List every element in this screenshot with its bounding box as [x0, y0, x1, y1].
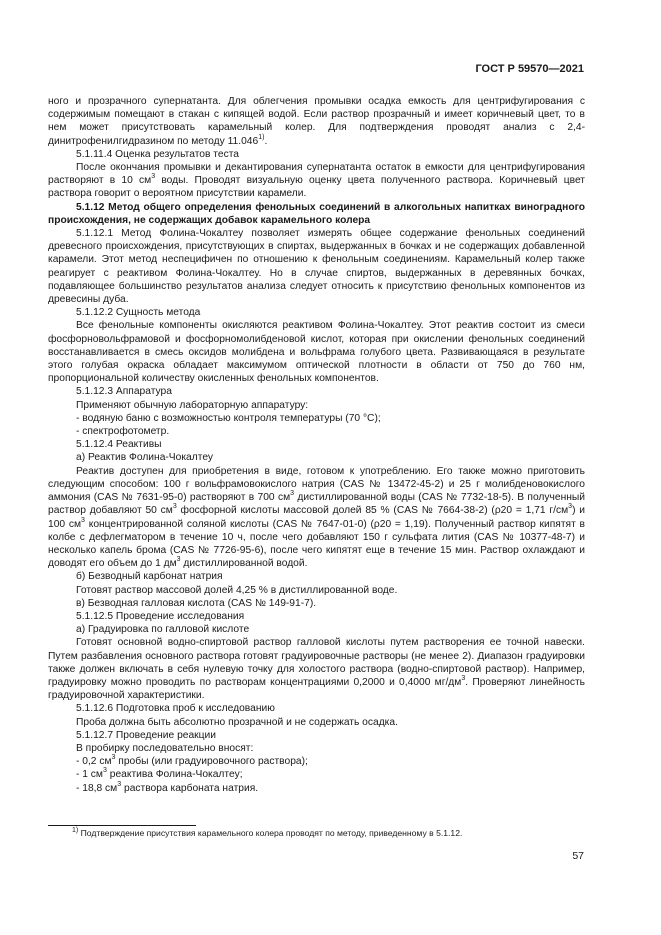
- footnote-divider: [48, 825, 196, 826]
- paragraph-20: [48, 636, 585, 702]
- paragraph-text: б) Безводный карбонат натрия: [76, 571, 223, 583]
- paragraph-text: Применяют обычную лабораторную аппаратуру:: [76, 399, 309, 411]
- superscript: 3: [111, 754, 116, 762]
- superscript: 3: [81, 516, 85, 524]
- superscript: 3: [568, 503, 573, 511]
- paragraph-text: ного и прозрачного супернатанта. Для облегчения промывки осадка емкость для центрифугирования с содержимым помещают в стакан с кипящей водой. Если раствор прозрачный и имеет коричневый цвет, то в нем может присутствовать карамельный колер. Для подтверждения проводят анализ с 2,4-динитрофенилгидразином по методу 11.046: [48, 96, 585, 147]
- superscript: 3: [290, 490, 295, 498]
- paragraph-11: [48, 425, 585, 438]
- footnote-mark: 1): [72, 826, 79, 834]
- paragraph-text: реактива Фолина-Чокалтеу;: [106, 769, 243, 781]
- paragraph-19: [48, 623, 585, 636]
- document-number: ГОСТ Р 59570—2021: [475, 63, 584, 75]
- paragraph-10: [48, 412, 585, 425]
- paragraph-text: Все фенольные компоненты окисляются реактивом Фолина-Чокалтеу. Этот реактив состоит из смеси фосфорновольфрамовой и фосфорномолибденовой кислот, которая при окислении фенольных соединений восстанавливается в смесь оксидов молибдена и вольфрама голубого цвета. Развивающаяся в результате этого голубая окраска обладает максимумом оптической плотности в области от 750 до 760 нм, пропорциональной количеству окисленных фенольных компонентов.: [48, 320, 585, 385]
- paragraph-text: 5.1.12.4 Реактивы: [76, 439, 162, 451]
- paragraph-25: [48, 755, 585, 768]
- paragraph-12: [48, 438, 585, 451]
- paragraph-text: дистиллированной водой.: [180, 558, 308, 570]
- footnote: [72, 828, 462, 839]
- page-number: 57: [572, 850, 584, 862]
- paragraph-text: Проба должна быть абсолютно прозрачной и не содержать осадка.: [76, 716, 398, 728]
- paragraph-7: [48, 319, 585, 385]
- paragraph-24: [48, 742, 585, 755]
- paragraph-text: - 1 см: [76, 769, 103, 781]
- superscript: 3: [461, 675, 466, 683]
- paragraph-text: в) Безводная галловая кислота (CAS № 149-91-7).: [76, 597, 317, 609]
- paragraph-text: 5.1.12 Метод общего определения фенольных соединений в алкогольных напитках виноградного происхождения, не содержащих добавок карамельного колера: [48, 201, 585, 226]
- paragraph-text: ) и 100 см: [48, 505, 585, 530]
- paragraph-17: [48, 597, 585, 610]
- paragraph-4: [48, 201, 585, 227]
- superscript: 3: [172, 503, 177, 511]
- paragraph-text: воды. Проводят визуальную оценку цвета полученного раствора. Коричневый цвет раствора говорит о вероятном присутствии карамели.: [48, 175, 586, 200]
- paragraph-text: концентрированной соляной кислоты (CAS № 7647-01-0) (ρ20 = 1,19). Полученный раствор кипятят в колбе с дефлегматором в течение 10 ч, после чего добавляют 150 г сульфата лития (CAS № 10377-48-7) и несколько капель брома (CAS № 7726-95-6), после чего кипятят еще в течение 15 мин. Раствор охлаждают и доводят его объем до 1 дм: [48, 518, 585, 570]
- paragraph-text: 5.1.12.6 Подготовка проб к исследованию: [76, 703, 275, 715]
- paragraph-text: а) Реактив Фолина-Чокалтеу: [76, 452, 214, 464]
- paragraph-text: - 0,2 см: [76, 756, 112, 768]
- paragraph-text: После окончания промывки и декантирования супернатанта остаток в емкости для центрифугирования растворяют в 10 см: [48, 162, 585, 187]
- paragraph-text: .: [264, 135, 268, 147]
- paragraph-18: [48, 610, 585, 623]
- paragraph-text: 5.1.12.2 Сущность метода: [76, 307, 201, 319]
- paragraph-text: Готовят раствор массовой долей 4,25 % в дистиллированной воде.: [76, 584, 398, 596]
- paragraph-22: [48, 716, 585, 729]
- paragraph-text: фосфорной кислоты массовой долей 85 % (CAS № 7664-38-2) (ρ20 = 1,71 г/см: [176, 505, 569, 517]
- superscript: 3: [117, 780, 122, 788]
- paragraph-27: [48, 782, 585, 795]
- paragraph-9: [48, 399, 585, 412]
- paragraph-text: - водяную баню с возможностью контроля температуры (70 °С);: [76, 412, 381, 424]
- paragraph-text: пробы (или градуировочного раствора);: [115, 756, 308, 768]
- document-body: [48, 95, 585, 795]
- paragraph-21: [48, 702, 585, 715]
- paragraph-23: [48, 729, 585, 742]
- paragraph-text: 5.1.12.5 Проведение исследования: [76, 610, 245, 622]
- paragraph-13: [48, 451, 585, 464]
- paragraph-text: Готовят основной водно-спиртовой раствор галловой кислоты путем растворения ее точной навески. Путем разбавления основного раствора готовят градуировочные растворы (не менее 2). Диапазон градуировки также должен включать в себя нулевую точку для холостого раствора (водно-спиртовой раствор). Например, градуировку можно проводить по растворам концентрациями 0,2000 и 0,4000 мг/дм: [48, 637, 585, 688]
- paragraph-text: 5.1.12.1 Метод Фолина-Чокалтеу позволяет измерять общее содержание фенольных соединений древесного происхождения, присутствующих в спиртах, выдержанных в бочках и не содержащих добавленной карамели. Этот метод неспецифичен по отношению к фенольным соединениям. Карамельный колер также реагирует с реактивом Фолина-Чокалтеу. Но в случае спиртов, выдержанных в деревянных бочках, подавляющее большинство результатов анализа следует относить к присутствию фенольных компонентов из древесины дуба.: [48, 228, 585, 306]
- superscript: 3: [151, 173, 156, 181]
- paragraph-text: 5.1.12.7 Проведение реакции: [76, 729, 216, 741]
- paragraph-text: 5.1.12.3 Аппаратура: [76, 386, 172, 398]
- paragraph-14: [48, 465, 585, 571]
- footnote-text: Подтверждение присутствия карамельного колера проводят по методу, приведенному в 5.1.12.: [78, 828, 463, 838]
- paragraph-text: - спектрофотометр.: [76, 426, 170, 438]
- paragraph-15: [48, 570, 585, 583]
- paragraph-text: - 18,8 см: [76, 782, 118, 794]
- paragraph-26: [48, 768, 585, 781]
- superscript: 3: [102, 767, 107, 775]
- paragraph-text: . Проверяют линейность градуировочной характеристики.: [48, 676, 585, 702]
- superscript: 3: [176, 556, 181, 564]
- paragraph-2: [48, 148, 585, 161]
- paragraph-1: [48, 95, 585, 148]
- paragraph-text: дистиллированной воды (CAS № 7732-18-5). В полученный раствор добавляют 50 см: [48, 492, 585, 517]
- paragraph-3: [48, 161, 585, 201]
- paragraph-6: [48, 306, 585, 319]
- paragraph-5: [48, 227, 585, 306]
- paragraph-16: [48, 584, 585, 597]
- superscript: 1): [258, 133, 265, 141]
- paragraph-8: [48, 385, 585, 398]
- paragraph-text: Реактив доступен для приобретения в виде, готовом к употреблению. Его также можно приготовить следующим способом: 100 г вольфрамовокислого натрия (CAS № 13472-45-2) и 25 г молибденовокислого аммония (CAS № 7631-95-0) растворяют в 700 см: [48, 465, 585, 504]
- paragraph-text: раствора карбоната натрия.: [121, 782, 259, 794]
- paragraph-text: В пробирку последовательно вносят:: [76, 742, 254, 754]
- paragraph-text: а) Градуировка по галловой кислоте: [76, 624, 250, 636]
- paragraph-text: 5.1.11.4 Оценка результатов теста: [76, 148, 239, 160]
